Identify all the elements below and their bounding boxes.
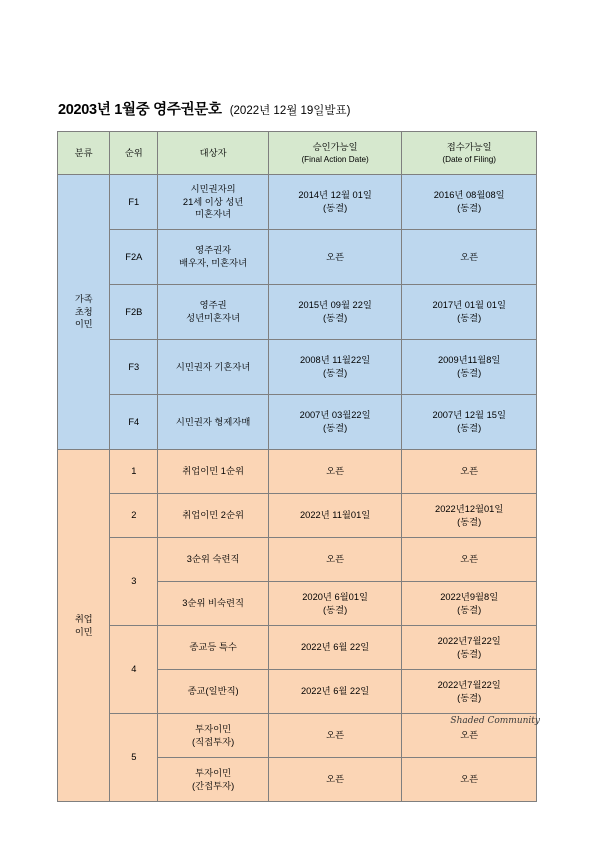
date-of-filing-cell <box>402 285 537 340</box>
rank-cell: 3 <box>110 538 158 626</box>
date-of-filing-cell <box>402 582 537 626</box>
table-row <box>58 230 537 285</box>
date-of-filing-cell <box>402 230 537 285</box>
cell-line: 성년미혼자녀 <box>186 313 241 323</box>
page-title-note: (2022년 12월 19일발표) <box>229 105 351 117</box>
date-of-filing-cell <box>402 340 537 395</box>
rank-cell: 5 <box>110 714 158 802</box>
final-action-date-cell <box>268 450 402 494</box>
cell-line: (동결) <box>457 516 482 527</box>
table-row <box>58 626 537 670</box>
cell-line: 3순위 비숙련직 <box>182 598 244 609</box>
final-action-date-cell <box>268 175 402 230</box>
table-row <box>58 450 537 494</box>
cell-line: 2009년11월8일 <box>437 355 501 366</box>
cell-line: (동결) <box>457 648 482 659</box>
table-row <box>58 395 537 450</box>
cell-line: 오픈 <box>460 774 479 785</box>
date-of-filing-cell <box>402 175 537 230</box>
cell-line: 배우자, 미혼자녀 <box>179 258 248 268</box>
target-cell <box>158 230 268 285</box>
cell-line: 2022년9월8일 <box>440 591 499 602</box>
cell-line: 오픈 <box>326 730 345 741</box>
target-cell <box>158 494 268 538</box>
cell-line: (동결) <box>457 368 482 378</box>
cell-line: 2022년 11월01일 <box>300 510 371 521</box>
target-cell <box>158 450 268 494</box>
cell-line: (동결) <box>323 423 348 433</box>
date-of-filing-cell <box>402 395 537 450</box>
final-action-date-cell <box>268 670 402 714</box>
table-header-row <box>58 132 537 175</box>
cell-line: 영주권 <box>199 300 227 311</box>
cell-line: 21세 이상 성년 <box>182 196 244 207</box>
cell-line: 2022년 6월 22일 <box>300 642 370 653</box>
target-cell <box>158 395 268 450</box>
date-of-filing-cell <box>402 758 537 802</box>
date-of-filing-cell <box>402 538 537 582</box>
table-row <box>58 175 537 230</box>
cell-line: 시민권자의 <box>190 184 236 195</box>
cell-line: (직접투자) <box>192 736 235 747</box>
final-action-date-cell <box>268 582 402 626</box>
cell-line: 2022년 6월 22일 <box>300 686 370 697</box>
table-row <box>58 340 537 395</box>
table-row <box>58 285 537 340</box>
final-action-date-cell <box>268 626 402 670</box>
target-cell <box>158 714 268 758</box>
column-header-sublabel: (Date of Filing) <box>442 154 497 164</box>
target-cell <box>158 175 268 230</box>
cell-line: 취업이민 1순위 <box>182 466 244 477</box>
rank-cell: F2A <box>110 230 158 285</box>
date-of-filing-cell <box>402 494 537 538</box>
final-action-date-cell <box>268 395 402 450</box>
final-action-date-cell <box>268 758 402 802</box>
cell-line: 영주권자 <box>195 245 232 256</box>
target-cell <box>158 670 268 714</box>
cell-line: 2015년 09월 22일 <box>298 300 372 311</box>
final-action-date-cell <box>268 714 402 758</box>
cell-line: (동결) <box>457 692 482 703</box>
cell-line: (동결) <box>323 604 348 615</box>
table-row <box>58 538 537 582</box>
cell-line: 투자이민 <box>195 767 232 778</box>
final-action-date-cell <box>268 230 402 285</box>
cell-line: 오픈 <box>460 730 479 741</box>
cell-line: 2022년7월22일 <box>437 679 501 690</box>
target-cell <box>158 285 268 340</box>
cell-line: 가족 <box>74 294 93 305</box>
date-of-filing-cell <box>402 626 537 670</box>
date-of-filing-cell <box>402 670 537 714</box>
visa-bulletin-table <box>57 131 537 802</box>
cell-line: (동결) <box>457 423 482 433</box>
column-header-2 <box>110 132 158 175</box>
rank-cell: F1 <box>110 175 158 230</box>
cell-line: (동결) <box>323 313 348 323</box>
category-cell <box>58 450 110 802</box>
cell-line: 취업 <box>74 613 93 624</box>
final-action-date-cell <box>268 538 402 582</box>
cell-line: 오픈 <box>326 774 345 785</box>
column-header-1 <box>58 132 110 175</box>
cell-line: 2017년 01월 01일 <box>432 300 506 311</box>
column-header-4 <box>268 132 402 175</box>
column-header-5 <box>402 132 537 175</box>
cell-line: 투자이민 <box>195 723 232 734</box>
cell-line: 시민권자 형제자매 <box>175 416 251 427</box>
final-action-date-cell <box>268 340 402 395</box>
column-header-label: 승인가능일 <box>312 142 358 153</box>
target-cell <box>158 582 268 626</box>
table-row <box>58 494 537 538</box>
rank-cell: 1 <box>110 450 158 494</box>
cell-line: 오픈 <box>460 251 479 262</box>
cell-line: (간접투자) <box>192 780 235 791</box>
cell-line: 2014년 12월 01일 <box>298 190 372 201</box>
cell-line: 2007년 03월22일 <box>299 410 371 421</box>
footer-note: Shaded Community <box>450 716 540 726</box>
column-header-sublabel: (Final Action Date) <box>301 154 369 164</box>
column-header-label: 접수가능일 <box>446 142 492 153</box>
cell-line: 2022년12월01일 <box>435 503 504 514</box>
cell-line: 2016년 08월08일 <box>433 190 505 201</box>
cell-line: (동결) <box>457 604 482 615</box>
target-cell <box>158 626 268 670</box>
final-action-date-cell <box>268 285 402 340</box>
cell-line: 종교(일반직) <box>187 686 239 697</box>
cell-line: (동결) <box>323 368 348 378</box>
cell-line: 2008년 11월22일 <box>300 355 371 366</box>
cell-line: 오픈 <box>460 466 479 477</box>
rank-cell: F4 <box>110 395 158 450</box>
target-cell <box>158 340 268 395</box>
rank-cell: 2 <box>110 494 158 538</box>
cell-line: 미혼자녀 <box>195 209 232 220</box>
column-header-3 <box>158 132 268 175</box>
cell-line: (동결) <box>457 203 482 213</box>
target-cell <box>158 758 268 802</box>
cell-line: 오픈 <box>326 466 345 477</box>
document-title <box>58 98 538 119</box>
cell-line: 2022년7월22일 <box>437 635 501 646</box>
rank-cell: F3 <box>110 340 158 395</box>
target-cell <box>158 538 268 582</box>
cell-line: 2020년 6월01일 <box>302 591 368 602</box>
category-cell <box>58 175 110 450</box>
rank-cell: 4 <box>110 626 158 714</box>
cell-line: 초청 <box>74 306 93 317</box>
column-header-label: 대상자 <box>199 147 227 158</box>
final-action-date-cell <box>268 494 402 538</box>
cell-line: 시민권자 기혼자녀 <box>175 361 251 372</box>
cell-line: 오픈 <box>326 554 345 565</box>
cell-line: 취업이민 2순위 <box>182 510 244 521</box>
cell-line: 2007년 12월 15일 <box>432 410 506 421</box>
page-title: 20203년 1월중 영주권문호 <box>58 102 222 118</box>
cell-line: 오픈 <box>460 554 479 565</box>
column-header-label: 분류 <box>74 147 93 158</box>
cell-line: 이민 <box>74 319 93 330</box>
cell-line: (동결) <box>457 313 482 323</box>
column-header-label: 순위 <box>124 147 143 158</box>
cell-line: (동결) <box>323 203 348 213</box>
cell-line: 이민 <box>74 626 93 637</box>
cell-line: 종교등 특수 <box>189 642 237 653</box>
cell-line: 3순위 숙련직 <box>186 554 240 565</box>
cell-line: 오픈 <box>326 251 345 262</box>
date-of-filing-cell <box>402 450 537 494</box>
rank-cell: F2B <box>110 285 158 340</box>
